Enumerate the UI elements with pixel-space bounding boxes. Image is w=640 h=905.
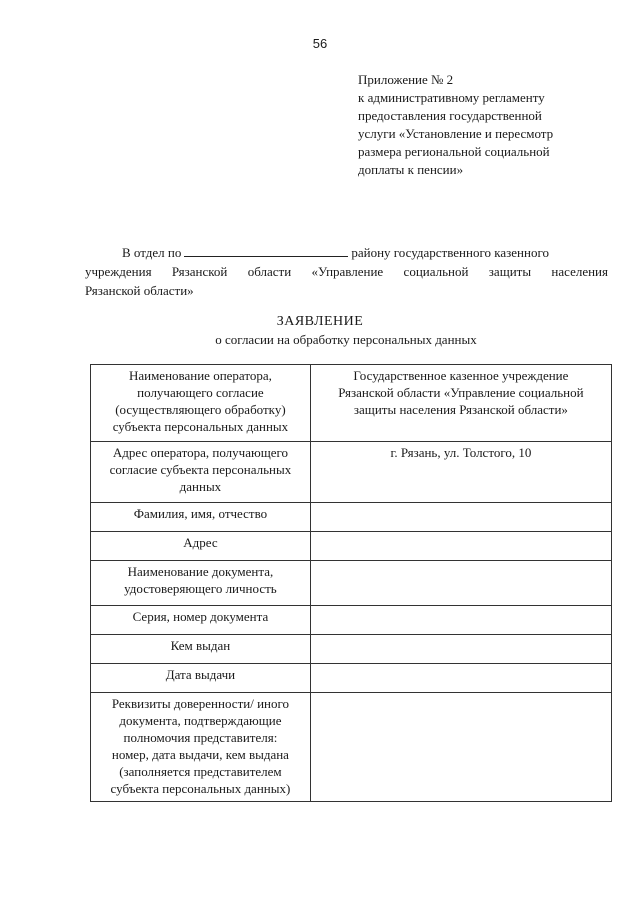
field-label-cell	[91, 503, 311, 532]
appendix-line: предоставления государственной	[358, 108, 542, 123]
field-label: Наименование оператора,	[128, 368, 272, 383]
field-label: Адрес оператора, получающего	[112, 445, 288, 460]
field-label-cell	[91, 693, 311, 802]
field-label: Адрес	[183, 535, 218, 550]
addressee-block	[85, 243, 608, 300]
field-label: Наименование документа,	[127, 564, 274, 579]
field-value: Государственное казенное учреждение	[353, 368, 569, 383]
district-blank-field[interactable]	[184, 244, 348, 257]
field-value-cell[interactable]	[310, 503, 611, 532]
field-value-cell[interactable]	[310, 606, 611, 635]
field-label-cell	[91, 635, 311, 664]
addressee-suffix: району государственного казенного	[351, 245, 549, 260]
addressee-line-3: Рязанской области»	[85, 283, 194, 298]
field-value-cell	[310, 365, 611, 442]
table-row	[91, 442, 612, 503]
consent-table	[90, 364, 612, 802]
addressee-line-1	[85, 243, 608, 262]
field-label: номер, дата выдачи, кем выдана	[111, 747, 289, 762]
field-value-cell[interactable]	[310, 561, 611, 606]
document-title: ЗАЯВЛЕНИЕ	[276, 314, 364, 329]
field-label-cell	[91, 664, 311, 693]
field-label: (осуществляющего обработку)	[115, 402, 286, 417]
field-value: защиты населения Рязанской области»	[353, 402, 568, 417]
field-label: Реквизиты доверенности/ иного	[111, 696, 289, 711]
appendix-block	[358, 71, 608, 179]
field-label-cell	[91, 561, 311, 606]
appendix-line: услуги «Установление и пересмотр	[358, 126, 554, 141]
table-row	[91, 503, 612, 532]
field-label: (заполняется представителем	[119, 764, 282, 779]
page-number: 56	[312, 36, 328, 51]
field-label: Кем выдан	[170, 638, 231, 653]
field-label: удостоверяющего личность	[124, 581, 277, 596]
table-row	[91, 606, 612, 635]
field-value: г. Рязань, ул. Толстого, 10	[390, 445, 532, 460]
field-label: данных	[179, 479, 222, 494]
field-label: субъекта персональных данных)	[110, 781, 291, 796]
field-label-cell	[91, 365, 311, 442]
table-row	[91, 561, 612, 606]
appendix-line: к административному регламенту	[358, 90, 545, 105]
field-label-cell	[91, 606, 311, 635]
field-value-cell[interactable]	[310, 693, 611, 802]
field-label: Дата выдачи	[165, 667, 236, 682]
document-subtitle: о согласии на обработку персональных данных	[215, 332, 477, 347]
appendix-line: доплаты к пенсии»	[358, 162, 464, 177]
table-row	[91, 365, 612, 442]
field-label: субъекта персональных данных	[112, 419, 289, 434]
field-value-cell[interactable]	[310, 532, 611, 561]
table-row	[91, 532, 612, 561]
addressee-line-2: учреждения Рязанской области «Управление социальной защиты населения	[85, 264, 608, 279]
field-label-cell	[91, 532, 311, 561]
field-label: согласие субъекта персональных	[109, 462, 292, 477]
table-row	[91, 693, 612, 802]
field-label: получающего согласие	[137, 385, 264, 400]
appendix-line: размера региональной социальной	[358, 144, 550, 159]
field-label: Фамилия, имя, отчество	[133, 506, 268, 521]
table-row	[91, 635, 612, 664]
field-label: документа, подтверждающие	[119, 713, 282, 728]
appendix-line: Приложение № 2	[358, 72, 454, 87]
field-value-cell[interactable]	[310, 664, 611, 693]
table-row	[91, 664, 612, 693]
field-value-cell[interactable]	[310, 635, 611, 664]
field-label: Серия, номер документа	[132, 609, 269, 624]
field-value-cell	[310, 442, 611, 503]
field-label: полномочия представителя:	[123, 730, 278, 745]
addressee-prefix: В отдел по	[122, 245, 182, 260]
field-value: Рязанской области «Управление социальной	[338, 385, 584, 400]
field-label-cell	[91, 442, 311, 503]
